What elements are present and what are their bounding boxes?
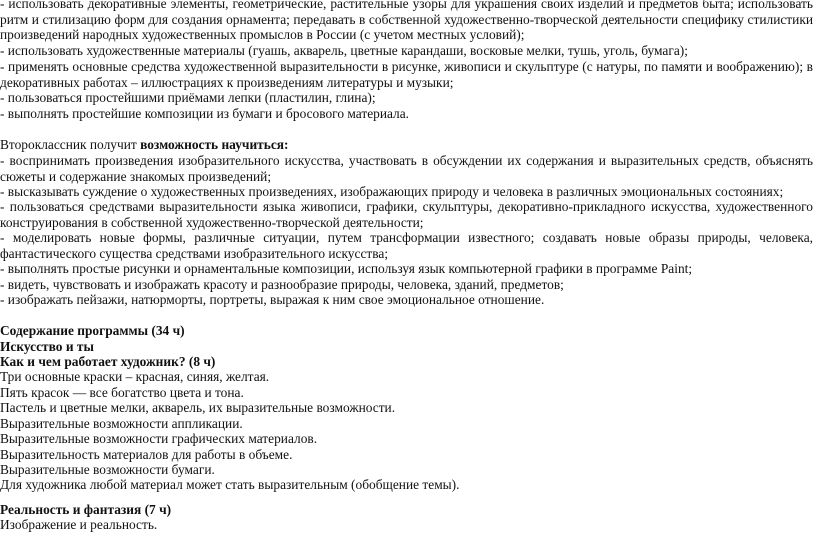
topic-item: Выразительность материалов для работы в объеме. xyxy=(0,447,293,462)
list1-item: - использовать художественные материалы (гуашь, акварель, цветные карандаши, восковые мелки, тушь, уголь, бумага); xyxy=(0,43,688,58)
topic-item: Изображение и реальность. xyxy=(0,517,158,532)
list2-item: - высказывать суждение о художественных произведениях, изображающих природу и человека в различных эмоциональных состояниях; xyxy=(0,184,784,199)
program-heading xyxy=(0,323,185,339)
topic-item: Выразительные возможности графических материалов. xyxy=(0,431,318,446)
subsection-heading-1-text: Как и чем работает художник? (8 ч) xyxy=(0,354,216,369)
list1-item: - применять основные средства художественной выразительности в рисунке, живописи и скульптуре (с натуры, по памяти и воображению); в декоративных работах – иллюстрациях к произведениям литературы и музыки; xyxy=(0,59,813,90)
intro-bold: возможность научиться: xyxy=(140,137,289,152)
intro-prefix: Второклассник получит xyxy=(0,137,141,152)
program-heading-text: Содержание программы (34 ч) xyxy=(0,323,185,338)
topic-item: Три основные краски – красная, синяя, желтая. xyxy=(0,369,270,384)
list2-item: - моделировать новые формы, различные ситуации, путем трансформации известного; создавать новые образы природы, человека, фантастического существа средствами изобразительного искусства; xyxy=(0,230,813,261)
topic-item: Выразительные возможности бумаги. xyxy=(0,462,215,477)
list2-item: - видеть, чувствовать и изображать красоту и разнообразие природы, человека, зданий, предметов; xyxy=(0,277,564,292)
list2-item: - изображать пейзажи, натюрморты, портреты, выражая к ним свое эмоциональное отношение. xyxy=(0,292,545,307)
list2-item: - воспринимать произведения изобразительного искусства, участвовать в обсуждении их содержания и выразительных средств, объяснять сюжеты и содержание знакомых произведений; xyxy=(0,153,813,184)
list1-item: - выполнять простейшие композиции из бумаги и бросового материала. xyxy=(0,106,410,121)
topic-item: Пять красок — все богатство цвета и тона. xyxy=(0,385,244,400)
section-heading-text: Искусство и ты xyxy=(0,339,94,354)
section-heading xyxy=(0,339,94,355)
list1-item: - пользоваться простейшими приёмами лепки (пластилин, глина); xyxy=(0,90,376,105)
list2-item: - пользоваться средствами выразительности языка живописи, графики, скульптуры, декоративно-прикладного искусства, художественного конструирования в собственной художественно-творческой деятельности; xyxy=(0,199,813,230)
list1-item: - использовать декоративные элементы, геометрические, растительные узоры для украшения своих изделий и предметов быта; использовать ритм и стилизацию форм для создания орнамента; передавать в собственной художественно-творческой деятельности специфику стилистики произведений народных художественных промыслов в России (с учетом местных условий); xyxy=(0,0,813,43)
subsection-heading-1 xyxy=(0,354,215,370)
topic-item: Для художника любой материал может стать выразительным (обобщение темы). xyxy=(0,477,460,492)
subsection-heading-2 xyxy=(0,502,171,518)
intro-line xyxy=(0,137,288,153)
topic-item: Выразительные возможности аппликации. xyxy=(0,416,243,431)
subsection-heading-2-text: Реальность и фантазия (7 ч) xyxy=(0,502,172,517)
list2-item: - выполнять простые рисунки и орнаментальные композиции, используя язык компьютерной графики в программе Paint; xyxy=(0,261,693,276)
topic-item: Пастель и цветные мелки, акварель, их выразительные возможности. xyxy=(0,400,396,415)
